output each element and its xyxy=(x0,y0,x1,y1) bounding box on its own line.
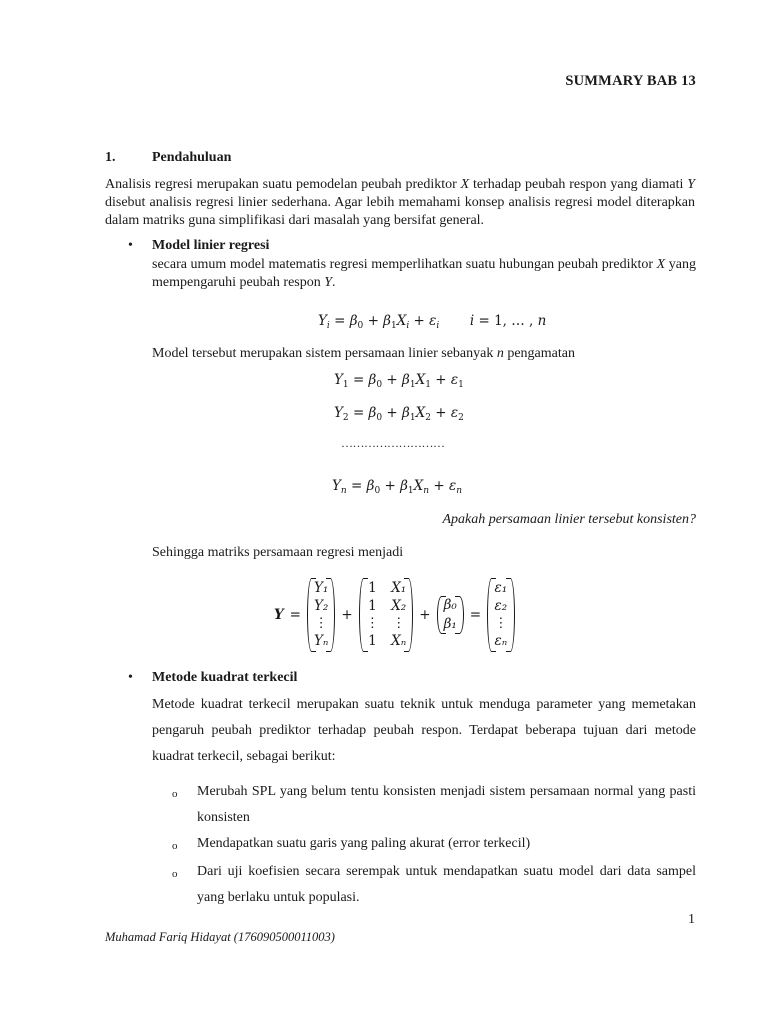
system-equation-n: $Y_n = \beta_0 + \beta_1X_n + \varepsilon_n$ xyxy=(332,478,462,496)
var-x: X xyxy=(460,177,470,192)
y-sub: 2 xyxy=(342,413,349,423)
matrix-cell: ε₂ xyxy=(494,597,508,614)
document-title: SUMMARY BAB 13 xyxy=(565,73,696,89)
general-regression-equation: $Y_i = \beta_0 + \beta_1X_i + \varepsilon_i$ i = 1, … , n xyxy=(318,313,547,331)
model-text-1: secara umum model matematis regresi memperlihatkan suatu hubungan peubah prediktor xyxy=(152,257,657,272)
plus-sign: + xyxy=(341,607,353,623)
bullet-title-model-linier: Model linier regresi xyxy=(152,238,270,253)
e-sub: 2 xyxy=(458,413,464,423)
consistency-question: Apakah persamaan linier tersebut konsisten? xyxy=(442,512,696,527)
system-intro xyxy=(152,346,575,362)
vdots: ⋮ xyxy=(494,615,508,632)
section-title: Pendahuluan xyxy=(152,150,232,165)
section-number: 1. xyxy=(105,150,116,165)
vdots: ⋮ xyxy=(391,615,406,632)
var-x: X xyxy=(656,257,666,272)
sub-item-2: Mendapatkan suatu garis yang paling akurat (error terkecil) xyxy=(197,836,531,851)
system-ellipsis: ……………………… xyxy=(341,436,445,450)
matrix-cell: 1 xyxy=(368,597,377,614)
matrix-cell: Y₁ xyxy=(313,580,329,596)
circle-bullet-icon: o xyxy=(172,840,178,852)
plus-sign: + xyxy=(419,607,431,623)
matrix-equation xyxy=(274,578,515,652)
system-equation-1: $Y_1 = \beta_0 + \beta_1X_1 + \varepsilon_1$ xyxy=(334,372,464,390)
circle-bullet-icon: o xyxy=(172,788,178,800)
matrix-intro: Sehingga matriks persamaan regresi menjadi xyxy=(152,545,404,560)
page-number: 1 xyxy=(688,912,695,927)
circle-bullet-icon: o xyxy=(172,868,178,880)
system-equation-2: $Y_2 = \beta_0 + \beta_1X_2 + \varepsilon_2$ xyxy=(334,405,464,423)
x-sub: n xyxy=(423,486,430,496)
matrix-cell: ε₁ xyxy=(494,580,508,596)
matrix-lhs: Y xyxy=(274,607,284,623)
matrix-cell: εₙ xyxy=(494,632,508,649)
x-sub: 2 xyxy=(425,413,431,423)
sub-item-1: Merubah SPL yang belum tentu konsisten menjadi sistem persamaan normal yang pasti konsisten xyxy=(197,784,696,825)
vdots: ⋮ xyxy=(365,615,380,632)
footer-author: Muhamad Fariq Hidayat (176090500011003) xyxy=(105,930,335,944)
kuadrat-terkecil-description: Metode kuadrat terkecil merupakan suatu teknik untuk menduga parameter yang memetakan pengaruh peubah prediktor terhadap peubah respon. Terdapat beberapa tujuan dari metode kuadrat terkecil, sebagai berikut: xyxy=(152,697,696,764)
var-y: Y xyxy=(687,177,696,192)
vdots: ⋮ xyxy=(314,615,328,632)
bullet-title-kuadrat-terkecil: Metode kuadrat terkecil xyxy=(152,670,298,685)
model-description xyxy=(152,256,696,292)
equals-sign: = xyxy=(469,607,482,623)
matrix-cell: X₂ xyxy=(391,597,407,614)
bullet-icon: • xyxy=(128,238,133,253)
matrix-cell: 1 xyxy=(368,580,377,596)
equals-sign: = xyxy=(289,607,301,623)
matrix-cell: β₁ xyxy=(443,616,457,632)
x-matrix xyxy=(359,578,414,652)
model-text-2: yang mempengaruhi peubah respon xyxy=(152,257,696,290)
matrix-cell: X₁ xyxy=(391,580,407,596)
system-intro-text-1: Model tersebut merupakan sistem persamaan linier sebanyak xyxy=(152,346,497,361)
beta-vector xyxy=(437,596,464,634)
matrix-cell: 1 xyxy=(368,632,377,649)
intro-text-3: disebut analisis regresi linier sederhana. Agar lebih memahami konsep analisis regresi model diterapkan dalam matriks guna simplifikasi dari masalah yang bersifat general. xyxy=(105,195,695,228)
var-y: Y xyxy=(324,275,333,290)
intro-text-1: Analisis regresi merupakan suatu pemodelan peubah prediktor xyxy=(105,177,461,192)
matrix-cell: β₀ xyxy=(443,597,457,613)
y-vector xyxy=(307,578,335,652)
e-sub: n xyxy=(456,486,462,496)
model-text-3: . xyxy=(332,275,336,290)
e-sub: 1 xyxy=(458,380,464,390)
epsilon-vector xyxy=(487,578,515,652)
bullet-icon: • xyxy=(128,670,133,685)
sub-item-3: Dari uji koefisien secara serempak untuk mendapatkan suatu model dari data sampel yang berlaku untuk populasi. xyxy=(197,864,696,905)
var-n: n xyxy=(496,346,504,361)
x-sub: 1 xyxy=(425,380,431,390)
y-sub: 1 xyxy=(342,380,349,390)
matrix-cell: Y₂ xyxy=(313,597,329,614)
y-sub: n xyxy=(340,486,347,496)
intro-paragraph xyxy=(105,176,695,230)
matrix-cell: Xₙ xyxy=(391,632,407,649)
system-intro-text-2: pengamatan xyxy=(503,346,575,361)
matrix-cell: Yₙ xyxy=(313,632,329,649)
intro-text-2: terhadap peubah respon yang diamati xyxy=(469,177,688,192)
